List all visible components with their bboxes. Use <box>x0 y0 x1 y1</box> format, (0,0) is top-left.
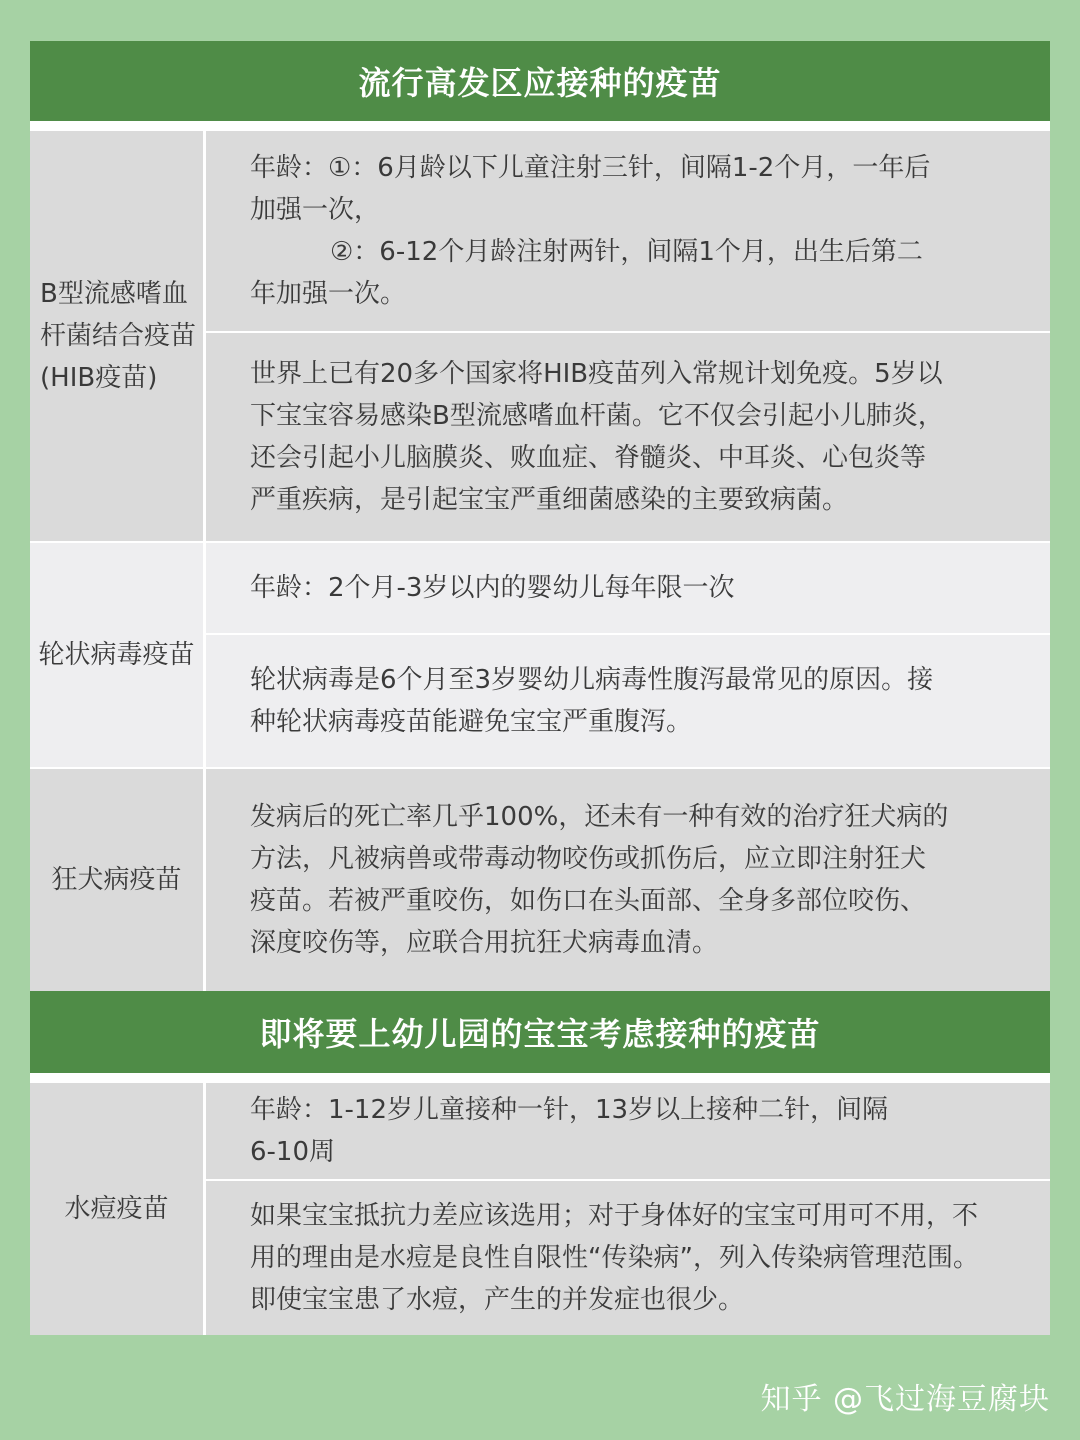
vaccine-age <box>206 1083 1050 1179</box>
text-line: 年加强一次。 <box>250 279 407 309</box>
section-title: 即将要上幼儿园的宝宝考虑接种的疫苗 <box>30 991 1050 1073</box>
text-line: 年龄：1-12岁儿童接种一针，13岁以上接种二针，间隔 <box>250 1095 889 1125</box>
text-line: 种轮状病毒疫苗能避免宝宝严重腹泻。 <box>250 707 693 737</box>
text-line: 年龄：①：6月龄以下儿童注射三针，间隔1-2个月，一年后 <box>250 153 931 183</box>
text-line: 疫苗。若被严重咬伤，如伤口在头面部、全身多部位咬伤、 <box>250 886 927 916</box>
divider <box>30 1073 1050 1083</box>
vaccine-table <box>30 41 1050 1335</box>
vaccine-name: B型流感嗜血杆菌结合疫苗(HIB疫苗) <box>30 131 206 541</box>
text-line: ②：6-12个月龄注射两针，间隔1个月，出生后第二 <box>330 237 923 267</box>
vaccine-description <box>206 769 1050 991</box>
vaccine-description <box>206 1179 1050 1335</box>
text-line: 还会引起小儿脑膜炎、败血症、脊髓炎、中耳炎、心包炎等 <box>250 443 927 473</box>
vaccine-row-varicella <box>30 1083 1050 1335</box>
text-line: 加强一次， <box>250 195 381 225</box>
vaccine-row-hib <box>30 131 1050 541</box>
vaccine-name: 轮状病毒疫苗 <box>30 543 206 767</box>
text-line: 用的理由是水痘是良性自限性“传染病”，列入传染病管理范围。 <box>250 1243 979 1273</box>
text-line: 严重疾病，是引起宝宝严重细菌感染的主要致病菌。 <box>250 485 849 515</box>
text-line: 如果宝宝抵抗力差应该选用；对于身体好的宝宝可用可不用，不 <box>250 1201 979 1231</box>
watermark: 知乎 @飞过海豆腐块 <box>760 1382 1050 1417</box>
text-line: 轮状病毒是6个月至3岁婴幼儿病毒性腹泻最常见的原因。接 <box>250 665 934 695</box>
divider <box>30 121 1050 131</box>
vaccine-row-rotavirus <box>30 541 1050 767</box>
section-title: 流行高发区应接种的疫苗 <box>30 41 1050 121</box>
text-line: 下宝宝容易感染B型流感嗜血杆菌。它不仅会引起小儿肺炎， <box>250 401 944 431</box>
vaccine-description <box>206 633 1050 767</box>
text-line: 方法，凡被病兽或带毒动物咬伤或抓伤后，应立即注射狂犬 <box>250 844 927 874</box>
text-line: 即使宝宝患了水痘，产生的并发症也很少。 <box>250 1285 745 1315</box>
text-line: 年龄：2个月-3岁以内的婴幼儿每年限一次 <box>250 573 735 603</box>
vaccine-description <box>206 331 1050 541</box>
text-line: 发病后的死亡率几乎100%，还未有一种有效的治疗狂犬病的 <box>250 802 949 832</box>
vaccine-name: 水痘疫苗 <box>30 1083 206 1335</box>
text-line: 6-10周 <box>250 1137 336 1167</box>
text-line: 世界上已有20多个国家将HIB疫苗列入常规计划免疫。5岁以 <box>250 359 943 389</box>
vaccine-row-rabies <box>30 767 1050 991</box>
text-line: 深度咬伤等，应联合用抗狂犬病毒血清。 <box>250 928 719 958</box>
vaccine-age <box>206 131 1050 331</box>
vaccine-name: 狂犬病疫苗 <box>30 769 206 991</box>
vaccine-age <box>206 543 1050 633</box>
